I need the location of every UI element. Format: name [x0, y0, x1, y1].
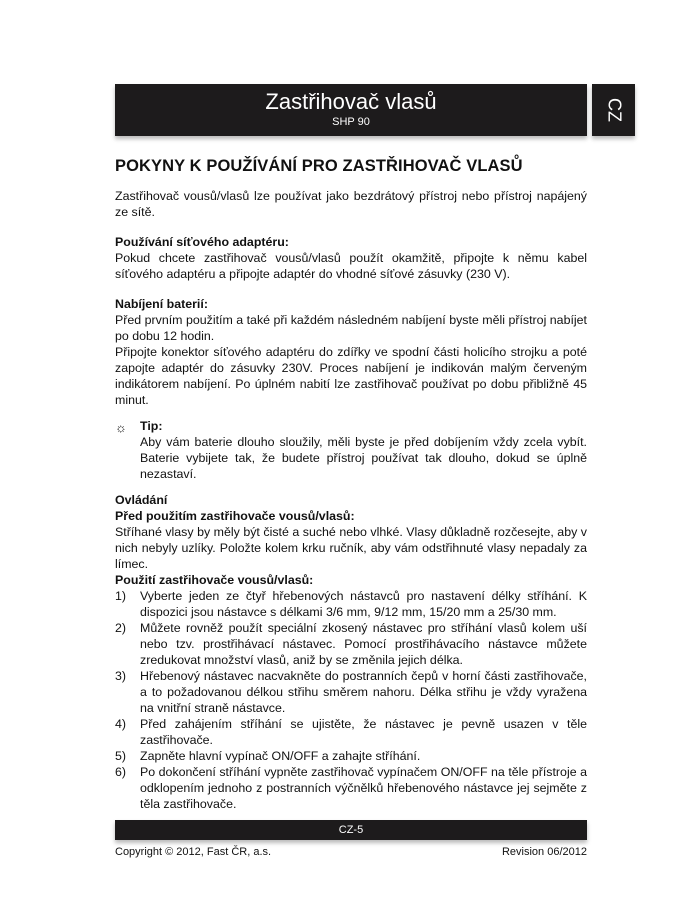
- tip-heading: Tip:: [140, 419, 163, 433]
- step-text: Zapněte hlavní vypínač ON/OFF a zahajte stříhání.: [140, 749, 421, 763]
- step-item: [115, 764, 587, 812]
- step-item: [115, 748, 587, 764]
- intro-text: Zastřihovač vousů/vlasů lze používat jako bezdrátový přístroj nebo přístroj napájený ze sítě.: [115, 189, 587, 219]
- model-number: SHP 90: [332, 116, 370, 128]
- tip-box: [115, 418, 587, 482]
- language-label: CZ: [604, 98, 624, 122]
- operation-heading: Ovládání: [115, 493, 168, 507]
- step-number: 5): [115, 749, 127, 763]
- step-number: 4): [115, 717, 127, 731]
- section-heading: POKYNY K POUŽÍVÁNÍ PRO ZASTŘIHOVAČ VLASŮ: [115, 157, 523, 175]
- step-text: Hřebenový nástavec nacvakněte do postranních čepů v horní části zastřihovače, a to požadovanou délkou střihu směrem nahoru. Délka střihu je vždy vyražena na vnitřní straně nástavce.: [140, 669, 587, 715]
- lightbulb-icon: ☼: [115, 420, 127, 435]
- usage-heading: Použití zastřihovače vousů/vlasů:: [115, 573, 314, 587]
- page-number-bar: [115, 820, 587, 840]
- adapter-text: Pokud chcete zastřihovač vousů/vlasů použít okamžitě, připojte k němu kabel síťového adaptéru a připojte adaptér do vhodné síťové zásuvky (230 V).: [115, 251, 587, 281]
- adapter-heading: Používání síťového adaptéru:: [115, 235, 289, 249]
- page-number: CZ-5: [338, 824, 364, 836]
- document-body: [115, 188, 587, 812]
- before-use-heading: Před použitím zastřihovače vousů/vlasů:: [115, 509, 355, 523]
- step-item: [115, 588, 587, 620]
- document-title: Zastřihovač vlasů: [265, 89, 437, 114]
- header-bar: [115, 84, 587, 136]
- tip-text: Aby vám baterie dlouho sloužily, měli byste je před dobíjením vždy zcela vybít. Baterie vybijete tak, že budete přístroj používat tak dlouho, dokud se úplně nezastaví.: [140, 435, 587, 481]
- charging-text-1: Před prvním použitím a také při každém následném nabíjení byste měli přístroj nabíjet po dobu 12 hodin.: [115, 313, 587, 343]
- revision: Revision 06/2012: [501, 846, 587, 858]
- language-tab: [592, 84, 635, 136]
- step-text: Po dokončení stříhání vypněte zastřihovač vypínačem ON/OFF na těle přístroje a odklopením jednoho z postranních výčnělků hřebenového nástavce jej sejměte z těla zastřihovače.: [140, 765, 587, 811]
- step-text: Můžete rovněž použít speciální zkosený nástavec pro stříhání vlasů kolem uší nebo tzv. prostřihávací nástavec. Pomocí prostřihávacího nástavce můžete zredukovat množství vlasů, aniž by se změnila jejich délka.: [140, 621, 587, 667]
- steps-list: [115, 588, 587, 812]
- step-number: 2): [115, 621, 127, 635]
- before-use-text: Stříhané vlasy by měly být čisté a suché nebo vlhké. Vlasy důkladně rozčesejte, aby v nich nebyly uzlíky. Položte kolem krku ručník, aby vám odstřihnuté vlasy nepadaly za límec.: [115, 525, 587, 571]
- copyright: Copyright © 2012, Fast ČR, a.s.: [115, 846, 272, 858]
- step-number: 3): [115, 669, 127, 683]
- step-number: 6): [115, 765, 127, 779]
- step-text: Před zahájením stříhání se ujistěte, že nástavec je pevně usazen v těle zastřihovače.: [140, 717, 587, 747]
- charging-heading: Nabíjení baterií:: [115, 297, 208, 311]
- step-item: [115, 620, 587, 668]
- step-item: [115, 716, 587, 748]
- step-number: 1): [115, 589, 127, 603]
- step-text: Vyberte jeden ze čtyř hřebenových nástavců pro nastavení délky stříhání. K dispozici jsou nástavce s délkami 3/6 mm, 9/12 mm, 15/20 mm a 25/30 mm.: [140, 589, 587, 619]
- step-item: [115, 668, 587, 716]
- charging-text-2: Připojte konektor síťového adaptéru do zdířky ve spodní části holicího strojku a poté zapojte adaptér do zásuvky 230V. Proces nabíjení je indikován malým červeným indikátorem nabíjení. Po úplném nabití lze zastřihovač používat po dobu přibližně 45 minut.: [115, 345, 587, 407]
